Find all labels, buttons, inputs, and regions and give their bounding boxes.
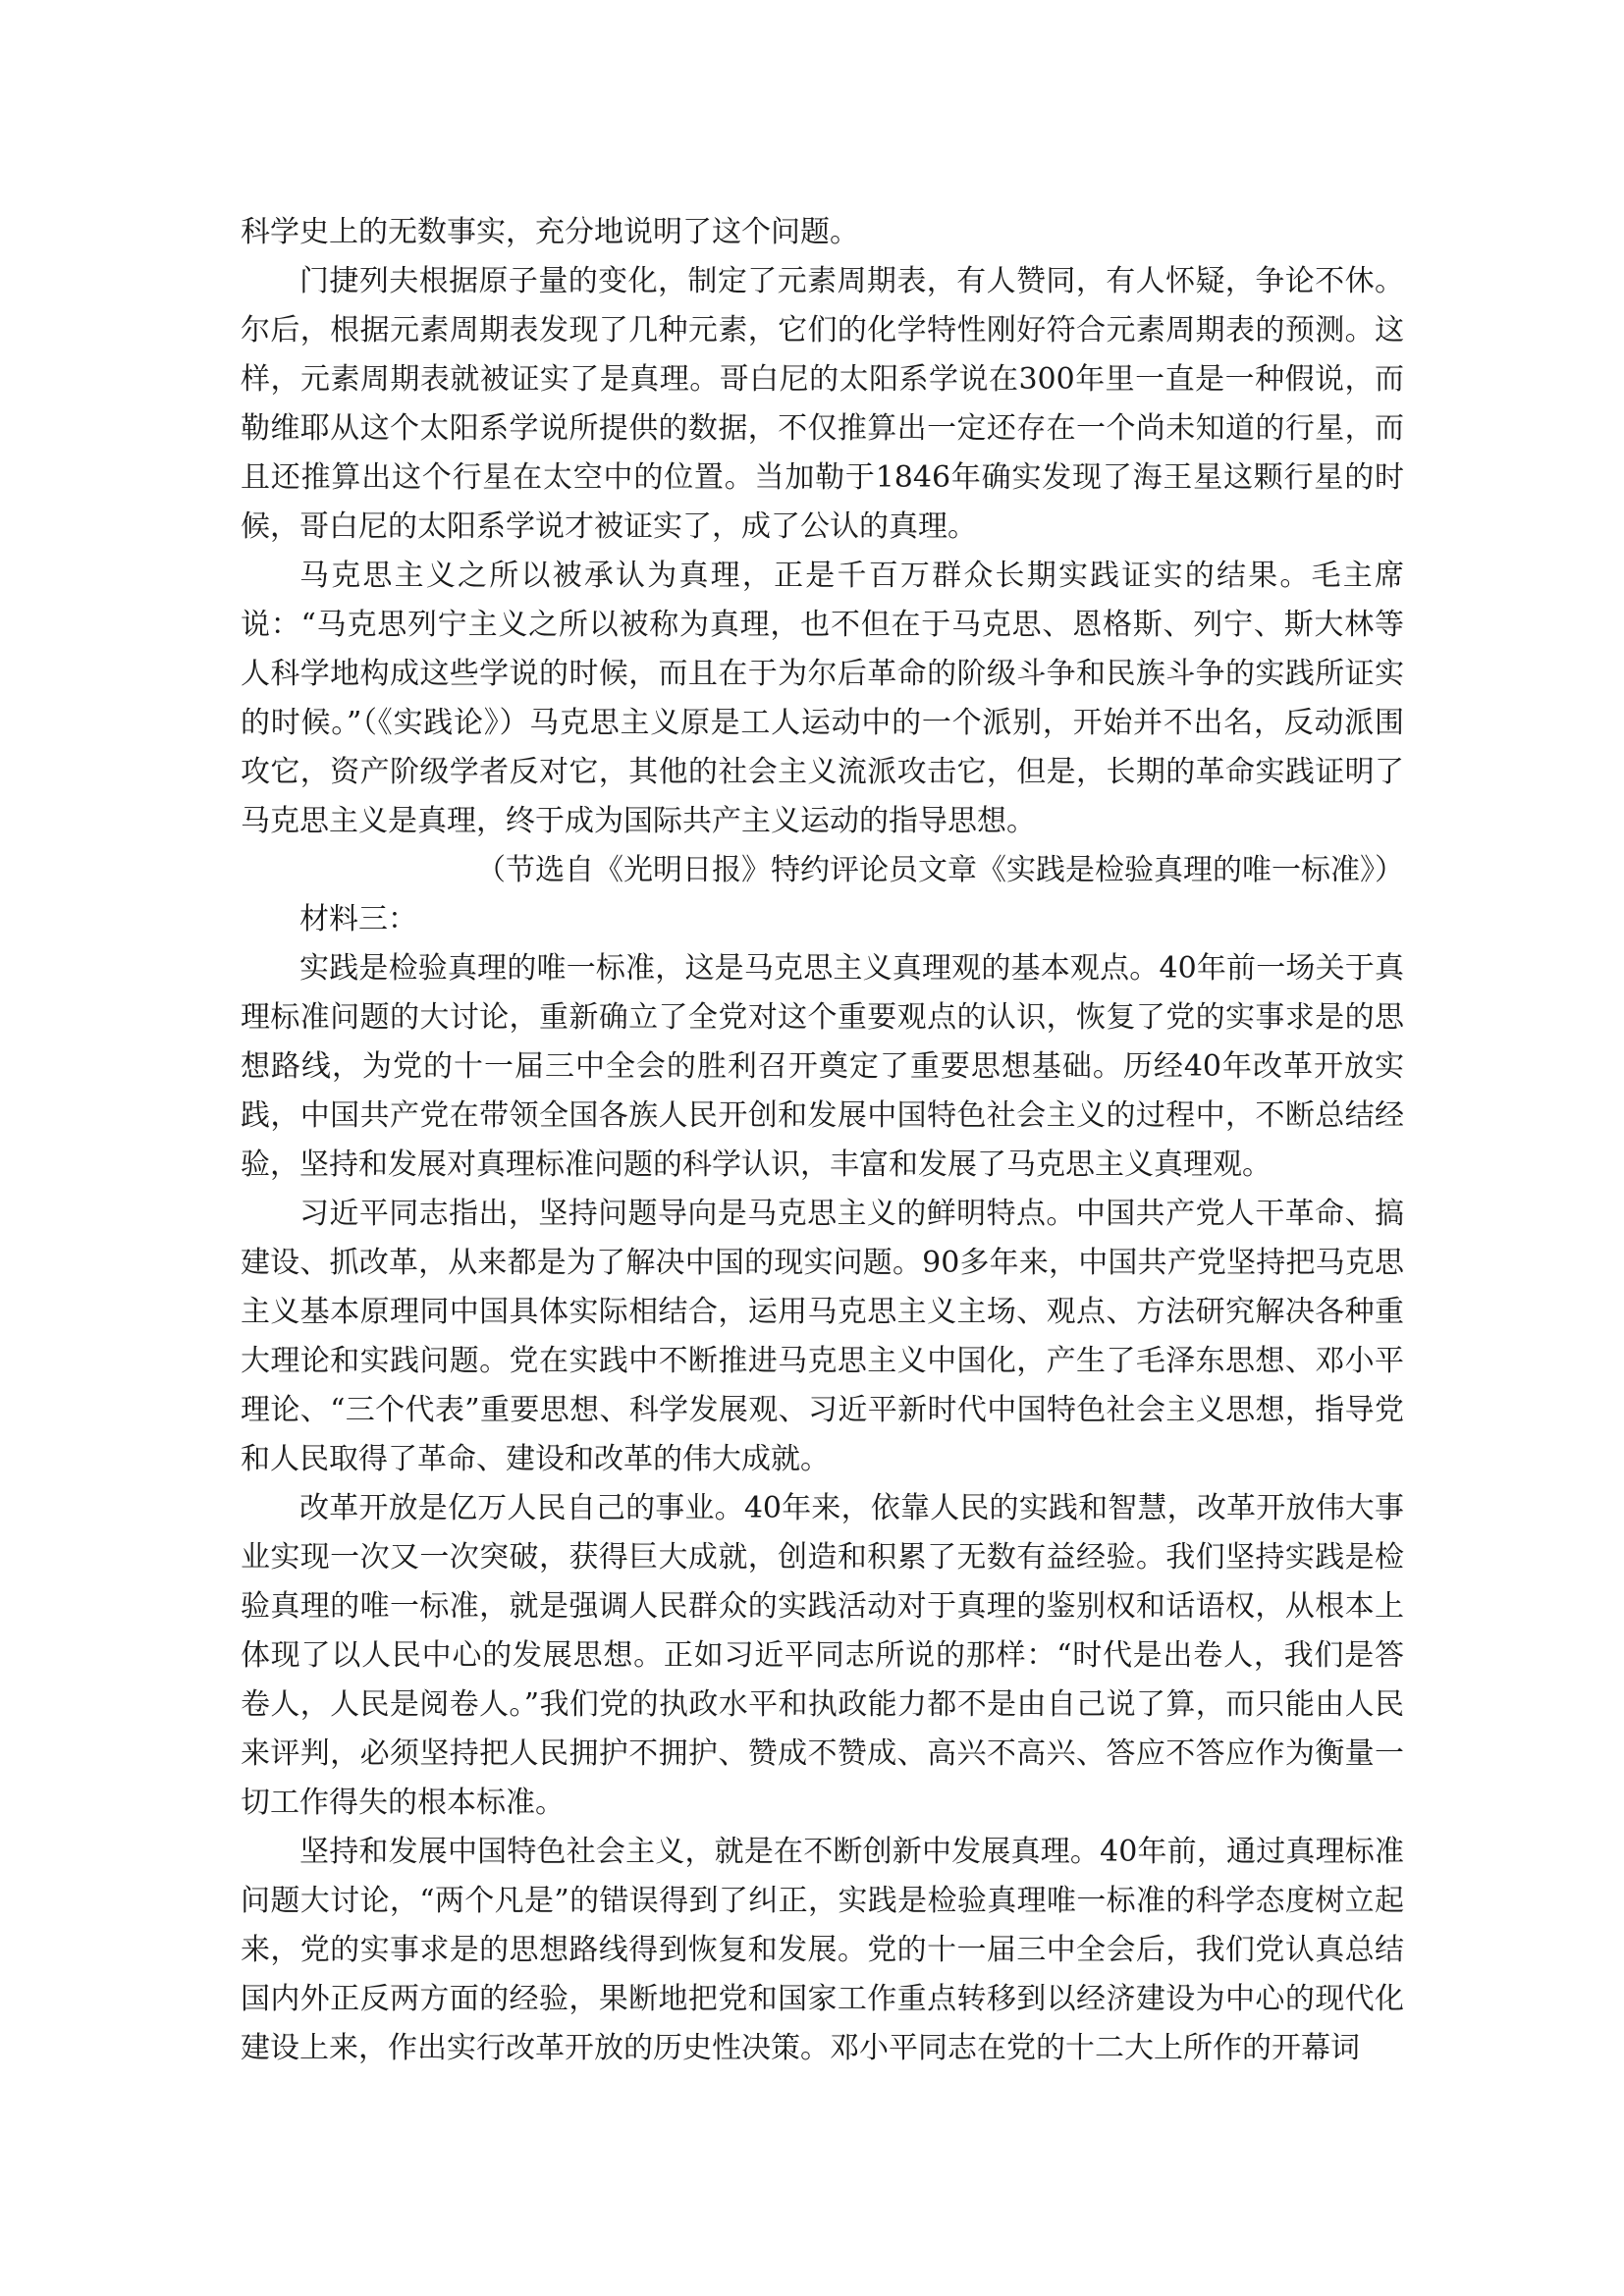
paragraph-continuation: 科学史上的无数事实，充分地说明了这个问题。	[241, 215, 859, 249]
document-page	[241, 208, 1404, 2073]
paragraph-marxism-truth: 马克思主义之所以被承认为真理，正是千百万群众长期实践证实的结果。毛主席说：“马克思列宁主义之所以被称为真理，也不但在于马克思、恩格斯、列宁、斯大林等人科学地构成这些学说的时候，而且在于为尔后革命的阶级斗争和民族斗争的实践所证实的时候。”（《实践论》）马克思主义原是工人运动中的一个派别，开始并不出名，反动派围攻它，资产阶级学者反对它，其他的社会主义流派攻击它，但是，长期的革命实践证明了马克思主义是真理，终于成为国际共产主义运动的指导思想。	[241, 559, 1404, 838]
paragraph-problem-orientation: 习近平同志指出，坚持问题导向是马克思主义的鲜明特点。中国共产党人干革命、搞建设、抓改革，从来都是为了解决中国的现实问题。90多年来，中国共产党坚持把马克思主义基本原理同中国具体实际相结合，运用马克思主义主场、观点、方法研究解决各种重大理论和实践问题。党在实践中不断推进马克思主义中国化，产生了毛泽东思想、邓小平理论、“三个代表”重要思想、科学发展观、习近平新时代中国特色社会主义思想，指导党和人民取得了革命、建设和改革的伟大成就。	[241, 1197, 1404, 1476]
source-note: （节选自《光明日报》特约评论员文章《实践是检验真理的唯一标准》）	[476, 853, 1404, 887]
paragraph-reform-opening: 改革开放是亿万人民自己的事业。40年来，依靠人民的实践和智慧，改革开放伟大事业实现一次又一次突破，获得巨大成就，创造和积累了无数有益经验。我们坚持实践是检验真理的唯一标准，就是强调人民群众的实践活动对于真理的鉴别权和话语权，从根本上体现了以人民中心的发展思想。正如习近平同志所说的那样：“时代是出卷人，我们是答卷人，人民是阅卷人。”我们党的执政水平和执政能力都不是由自己说了算，而只能由人民来评判，必须坚持把人民拥护不拥护、赞成不赞成、高兴不高兴、答应不答应作为衡量一切工作得失的根本标准。	[241, 1491, 1404, 1820]
material-three-label: 材料三：	[299, 902, 417, 936]
paragraph-socialism-innovation: 坚持和发展中国特色社会主义，就是在不断创新中发展真理。40年前，通过真理标准问题大讨论，“两个凡是”的错误得到了纠正，实践是检验真理唯一标准的科学态度树立起来，党的实事求是的思想路线得到恢复和发展。党的十一届三中全会后，我们党认真总结国内外正反两方面的经验，果断地把党和国家工作重点转移到以经济建设为中心的现代化建设上来，作出实行改革开放的历史性决策。邓小平同志在党的十二大上所作的开幕词	[241, 1835, 1404, 2065]
paragraph-mendeleev-copernicus: 门捷列夫根据原子量的变化，制定了元素周期表，有人赞同，有人怀疑，争论不休。尔后，根据元素周期表发现了几种元素，它们的化学特性刚好符合元素周期表的预测。这样，元素周期表就被证实了是真理。哥白尼的太阳系学说在300年里一直是一种假说，而勒维耶从这个太阳系学说所提供的数据，不仅推算出一定还存在一个尚未知道的行星，而且还推算出这个行星在太空中的位置。当加勒于1846年确实发现了海王星这颗行星的时候，哥白尼的太阳系学说才被证实了，成了公认的真理。	[241, 264, 1404, 544]
paragraph-practice-standard: 实践是检验真理的唯一标准，这是马克思主义真理观的基本观点。40年前一场关于真理标准问题的大讨论，重新确立了全党对这个重要观点的认识，恢复了党的实事求是的思想路线，为党的十一届三中全会的胜利召开奠定了重要思想基础。历经40年改革开放实践，中国共产党在带领全国各族人民开创和发展中国特色社会主义的过程中，不断总结经验，坚持和发展对真理标准问题的科学认识，丰富和发展了马克思主义真理观。	[241, 951, 1404, 1182]
